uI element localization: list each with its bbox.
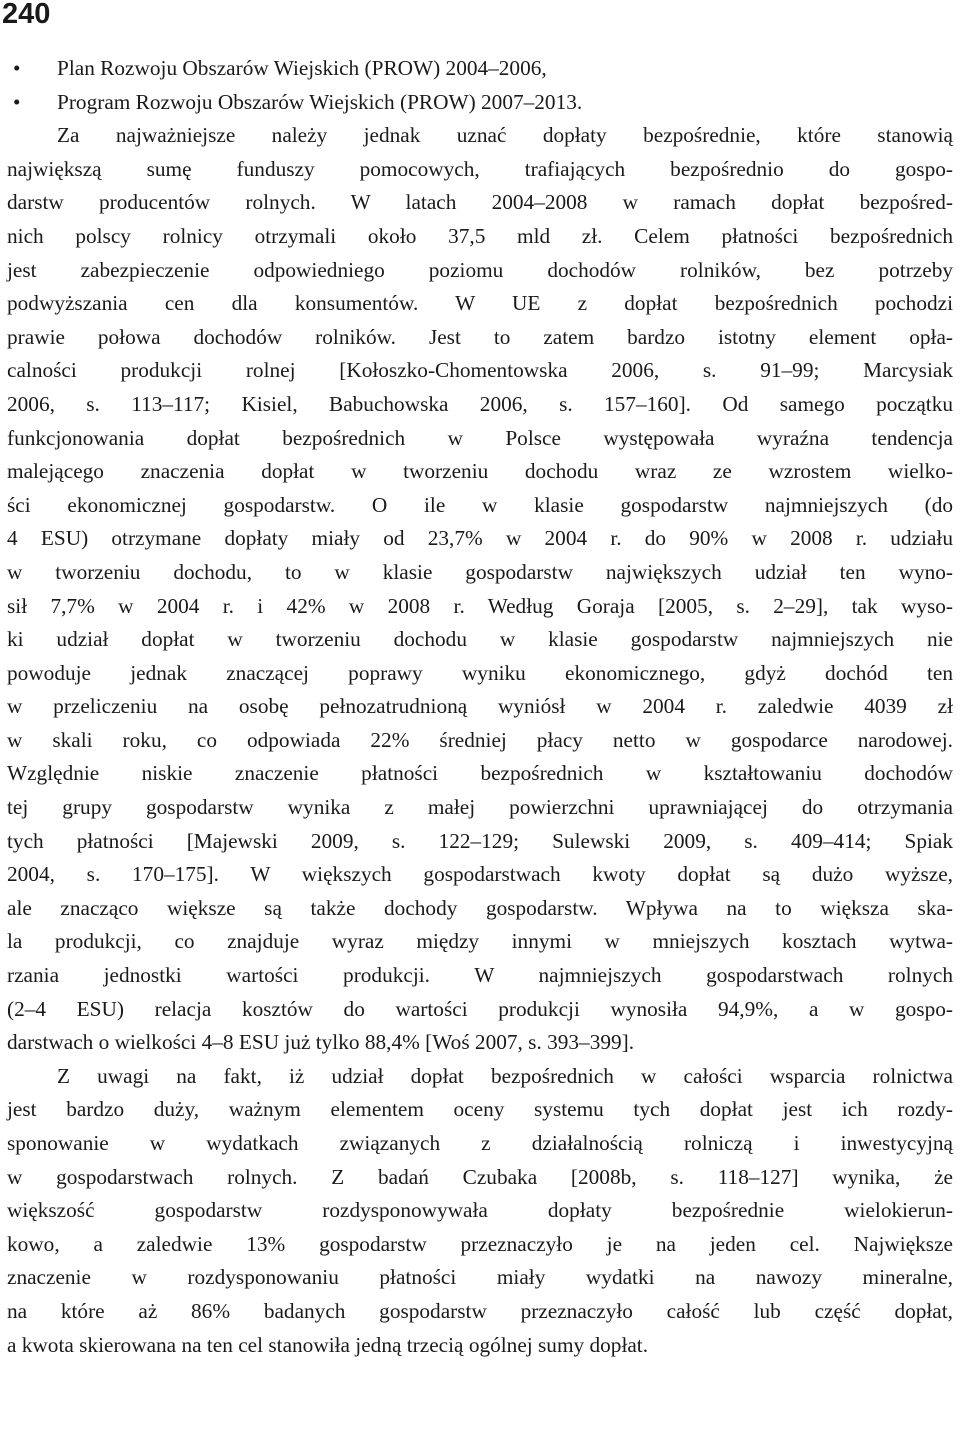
- text-line: w skali roku, co odpowiada 22% średniej płacy netto w gospodarce narodowej.: [7, 727, 953, 752]
- text-line: jest zabezpieczenie odpowiedniego poziomu dochodów rolników, bez potrzeby: [7, 257, 953, 282]
- text-line: 2006, s. 113–117; Kisiel, Babuchowska 2006, s. 157–160]. Od samego początku: [7, 391, 953, 416]
- text-line: la produkcji, co znajduje wyraz między innymi w mniejszych kosztach wytwa-: [7, 929, 953, 954]
- text-line: ale znacząco większe są także dochody gospodarstw. Wpływa na to większa ska-: [7, 895, 953, 920]
- list-item-text: Program Rozwoju Obszarów Wiejskich (PROW) 2007–2013.: [57, 89, 583, 114]
- list-item-text: Plan Rozwoju Obszarów Wiejskich (PROW) 2004–2006,: [57, 56, 547, 80]
- bullet-icon: •: [13, 89, 21, 114]
- page-number: 240: [2, 0, 51, 30]
- text-line: na które aż 86% badanych gospodarstw przeznaczyło całość lub część dopłat,: [7, 1298, 953, 1323]
- text-line: 4 ESU) otrzymane dopłaty miały od 23,7% w 2004 r. do 90% w 2008 r. udziału: [7, 526, 953, 551]
- text-line: w przeliczeniu na osobę pełnozatrudnioną wyniósł w 2004 r. zaledwie 4039 zł: [7, 694, 953, 719]
- text-line: darstwach o wielkości 4–8 ESU już tylko 88,4% [Woś 2007, s. 393–399].: [7, 1030, 635, 1055]
- bullet-list: [7, 52, 953, 119]
- text-line: jest bardzo duży, ważnym elementem oceny systemu tych dopłat jest ich rozdy-: [7, 1097, 953, 1122]
- paragraph-payment-allocation: [7, 1060, 953, 1362]
- text-line: Z uwagi na fakt, iż udział dopłat bezpośrednich w całości wsparcia rolnictwa: [57, 1063, 953, 1088]
- text-line: funkcjonowania dopłat bezpośrednich w Polsce występowała wyraźna tendencja: [7, 425, 953, 450]
- text-line: rzania jednostki wartości produkcji. W najmniejszych gospodarstwach rolnych: [7, 963, 953, 988]
- text-line: znaczenie w rozdysponowaniu płatności miały wydatki na nawozy mineralne,: [7, 1265, 953, 1290]
- list-item: [7, 86, 953, 120]
- list-item: [7, 52, 953, 86]
- text-line: (2–4 ESU) relacja kosztów do wartości produkcji wynosiła 94,9%, a w gospo-: [7, 996, 953, 1021]
- text-line: ści ekonomicznej gospodarstw. O ile w klasie gospodarstw najmniejszych (do: [7, 492, 953, 517]
- text-line: powoduje jednak znaczącej poprawy wyniku ekonomicznego, gdyż dochód ten: [7, 660, 953, 685]
- body-text: [7, 52, 953, 1362]
- text-line: Za najważniejsze należy jednak uznać dopłaty bezpośrednie, które stanowią: [57, 123, 953, 148]
- bullet-icon: •: [13, 56, 21, 80]
- paragraph-direct-payments: [7, 119, 953, 1060]
- text-line: podwyższania cen dla konsumentów. W UE z dopłat bezpośrednich pochodzi: [7, 291, 953, 316]
- text-line: największą sumę funduszy pomocowych, trafiających bezpośrednio do gospo-: [7, 156, 953, 181]
- text-line: Względnie niskie znaczenie płatności bezpośrednich w kształtowaniu dochodów: [7, 761, 953, 786]
- text-line: prawie połowa dochodów rolników. Jest to zatem bardzo istotny element opła-: [7, 324, 953, 349]
- text-line: a kwota skierowana na ten cel stanowiła jedną trzecią ogólnej sumy dopłat.: [7, 1332, 649, 1357]
- text-line: calności produkcji rolnej [Kołoszko-Chomentowska 2006, s. 91–99; Marcysiak: [7, 358, 953, 383]
- text-line: tej grupy gospodarstw wynika z małej powierzchni uprawniającej do otrzymania: [7, 795, 953, 820]
- text-line: sponowanie w wydatkach związanych z działalnością rolniczą i inwestycyjną: [7, 1131, 953, 1155]
- text-line: darstw producentów rolnych. W latach 2004–2008 w ramach dopłat bezpośred-: [7, 190, 953, 215]
- text-line: w gospodarstwach rolnych. Z badań Czubaka [2008b, s. 118–127] wynika, że: [7, 1164, 953, 1189]
- text-line: większość gospodarstw rozdysponowywała dopłaty bezpośrednie wielokierun-: [7, 1198, 953, 1223]
- text-line: nich polscy rolnicy otrzymali około 37,5 mld zł. Celem płatności bezpośrednich: [7, 223, 953, 248]
- text-line: tych płatności [Majewski 2009, s. 122–129; Sulewski 2009, s. 409–414; Spiak: [7, 828, 953, 853]
- text-line: kowo, a zaledwie 13% gospodarstw przeznaczyło je na jeden cel. Największe: [7, 1231, 953, 1256]
- text-line: ki udział dopłat w tworzeniu dochodu w klasie gospodarstw najmniejszych nie: [7, 627, 953, 652]
- text-line: w tworzeniu dochodu, to w klasie gospodarstw największych udział ten wyno-: [7, 559, 953, 584]
- text-line: 2004, s. 170–175]. W większych gospodarstwach kwoty dopłat są dużo wyższe,: [7, 862, 953, 887]
- text-line: sił 7,7% w 2004 r. i 42% w 2008 r. Według Goraja [2005, s. 2–29], tak wyso-: [7, 593, 953, 618]
- text-line: malejącego znaczenia dopłat w tworzeniu dochodu wraz ze wzrostem wielko-: [7, 459, 953, 484]
